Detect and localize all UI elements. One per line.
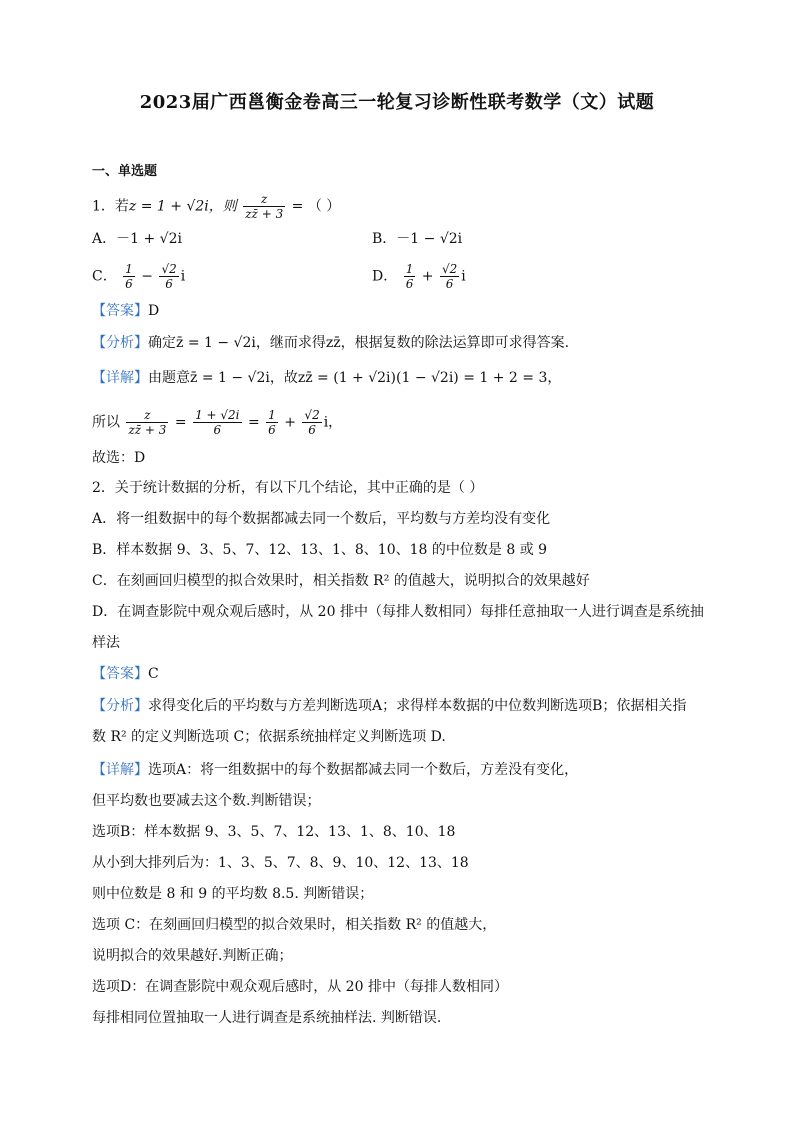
q2-option-d-line2: 样法 <box>92 635 120 651</box>
q2-detail-line8: 选项D：在调查影院中观众观后感时，从 20 排中（每排人数相同） <box>92 979 508 995</box>
answer-tag: 【答案】 <box>92 303 148 319</box>
q2-option-a: A．将一组数据中的每个数据都减去同一个数后，平均数与方差均没有变化 <box>92 511 551 527</box>
detail-tag: 【详解】 <box>92 762 148 778</box>
q2-detail-line7: 说明拟合的效果越好.判断正确； <box>92 948 293 964</box>
answer-tag: 【答案】 <box>92 666 148 682</box>
q2-option-d-line1: D．在调查影院中观众观后感时，从 20 排中（每排人数相同）每排任意抽取一人进行调查是系统抽 <box>92 604 704 620</box>
page-title: 2023届广西邕衡金卷高三一轮复习诊断性联考数学（文）试题 <box>139 92 655 113</box>
q1-analysis: 【分析】确定z̄ = 1 − √2i，继而求得zz̄，根据复数的除法运算即可求得答案. <box>92 335 570 351</box>
q2-detail-line9: 每排相同位置抽取一人进行调查是系统抽样法. 判断错误. <box>92 1010 442 1026</box>
q1-answer: 【答案】D <box>92 303 160 319</box>
q2-option-c: C．在刻画回归模型的拟合效果时，相关指数 R² 的值越大，说明拟合的效果越好 <box>92 573 590 589</box>
q2-detail-line1: 【详解】选项A：将一组数据中的每个数据都减去同一个数后，方差没有变化， <box>92 762 579 778</box>
q1-option-d: D． $\frac{1}{6}$ + $\frac{√2}{6}$ i <box>372 262 466 291</box>
q1-option-a: A．－1 + √2i <box>92 231 182 247</box>
q2-detail-line4: 从小到大排列后为：1、3、5、7、8、9、10、12、13、18 <box>92 855 469 871</box>
q2-detail-line2: 但平均数也要减去这个数.判断错误； <box>92 793 321 809</box>
q1-stem: 1．若z = 1 + √2i，则 $\frac{z}{zz̄ + 3}$ = （ ） <box>92 192 341 221</box>
analysis-tag: 【分析】 <box>92 335 148 351</box>
q2-detail-line5: 则中位数是 8 和 9 的平均数 8.5. 判断错误； <box>92 886 374 902</box>
q2-analysis-line2: 数 R² 的定义判断选项 C；依据系统抽样定义判断选项 D. <box>92 729 446 745</box>
q2-answer: 【答案】C <box>92 666 159 682</box>
section-heading: 一、单选题 <box>92 164 158 179</box>
q2-detail-line3: 选项B：样本数据 9、3、5、7、12、13、1、8、10、18 <box>92 824 456 840</box>
q2-analysis-line1: 【分析】求得变化后的平均数与方差判断选项A；求得样本数据的中位数判断选项B；依据相关指 <box>92 698 687 714</box>
detail-tag: 【详解】 <box>92 370 148 386</box>
q1-detail: 【详解】由题意z̄ = 1 − √2i，故zz̄ = (1 + √2i)(1 − √2i) = 1 + 2 = 3， <box>92 370 562 386</box>
q2-option-b: B．样本数据 9、3、5、7、12、13、1、8、10、18 的中位数是 8 或 9 <box>92 542 548 558</box>
q1-choice: 故选：D <box>92 450 146 466</box>
q1-result: 所以 $\frac{z}{zz̄ + 3}$ = $\frac{1 + √2i}{6}$ = $\frac{1}{6}$ + $\frac{√2}{6}$ i， <box>92 408 343 437</box>
q1-option-b: B．－1 − √2i <box>372 231 463 247</box>
q2-stem: 2．关于统计数据的分析，有以下几个结论，其中正确的是（ ） <box>92 480 484 496</box>
q2-detail-line6: 选项 C：在刻画回归模型的拟合效果时，相关指数 R² 的值越大， <box>92 917 497 933</box>
q1-option-c: C． $\frac{1}{6}$ − $\frac{√2}{6}$ i <box>92 262 186 291</box>
q1-stem-fraction: $\frac{z}{zz̄ + 3}$ <box>245 192 284 221</box>
analysis-tag: 【分析】 <box>92 698 148 714</box>
